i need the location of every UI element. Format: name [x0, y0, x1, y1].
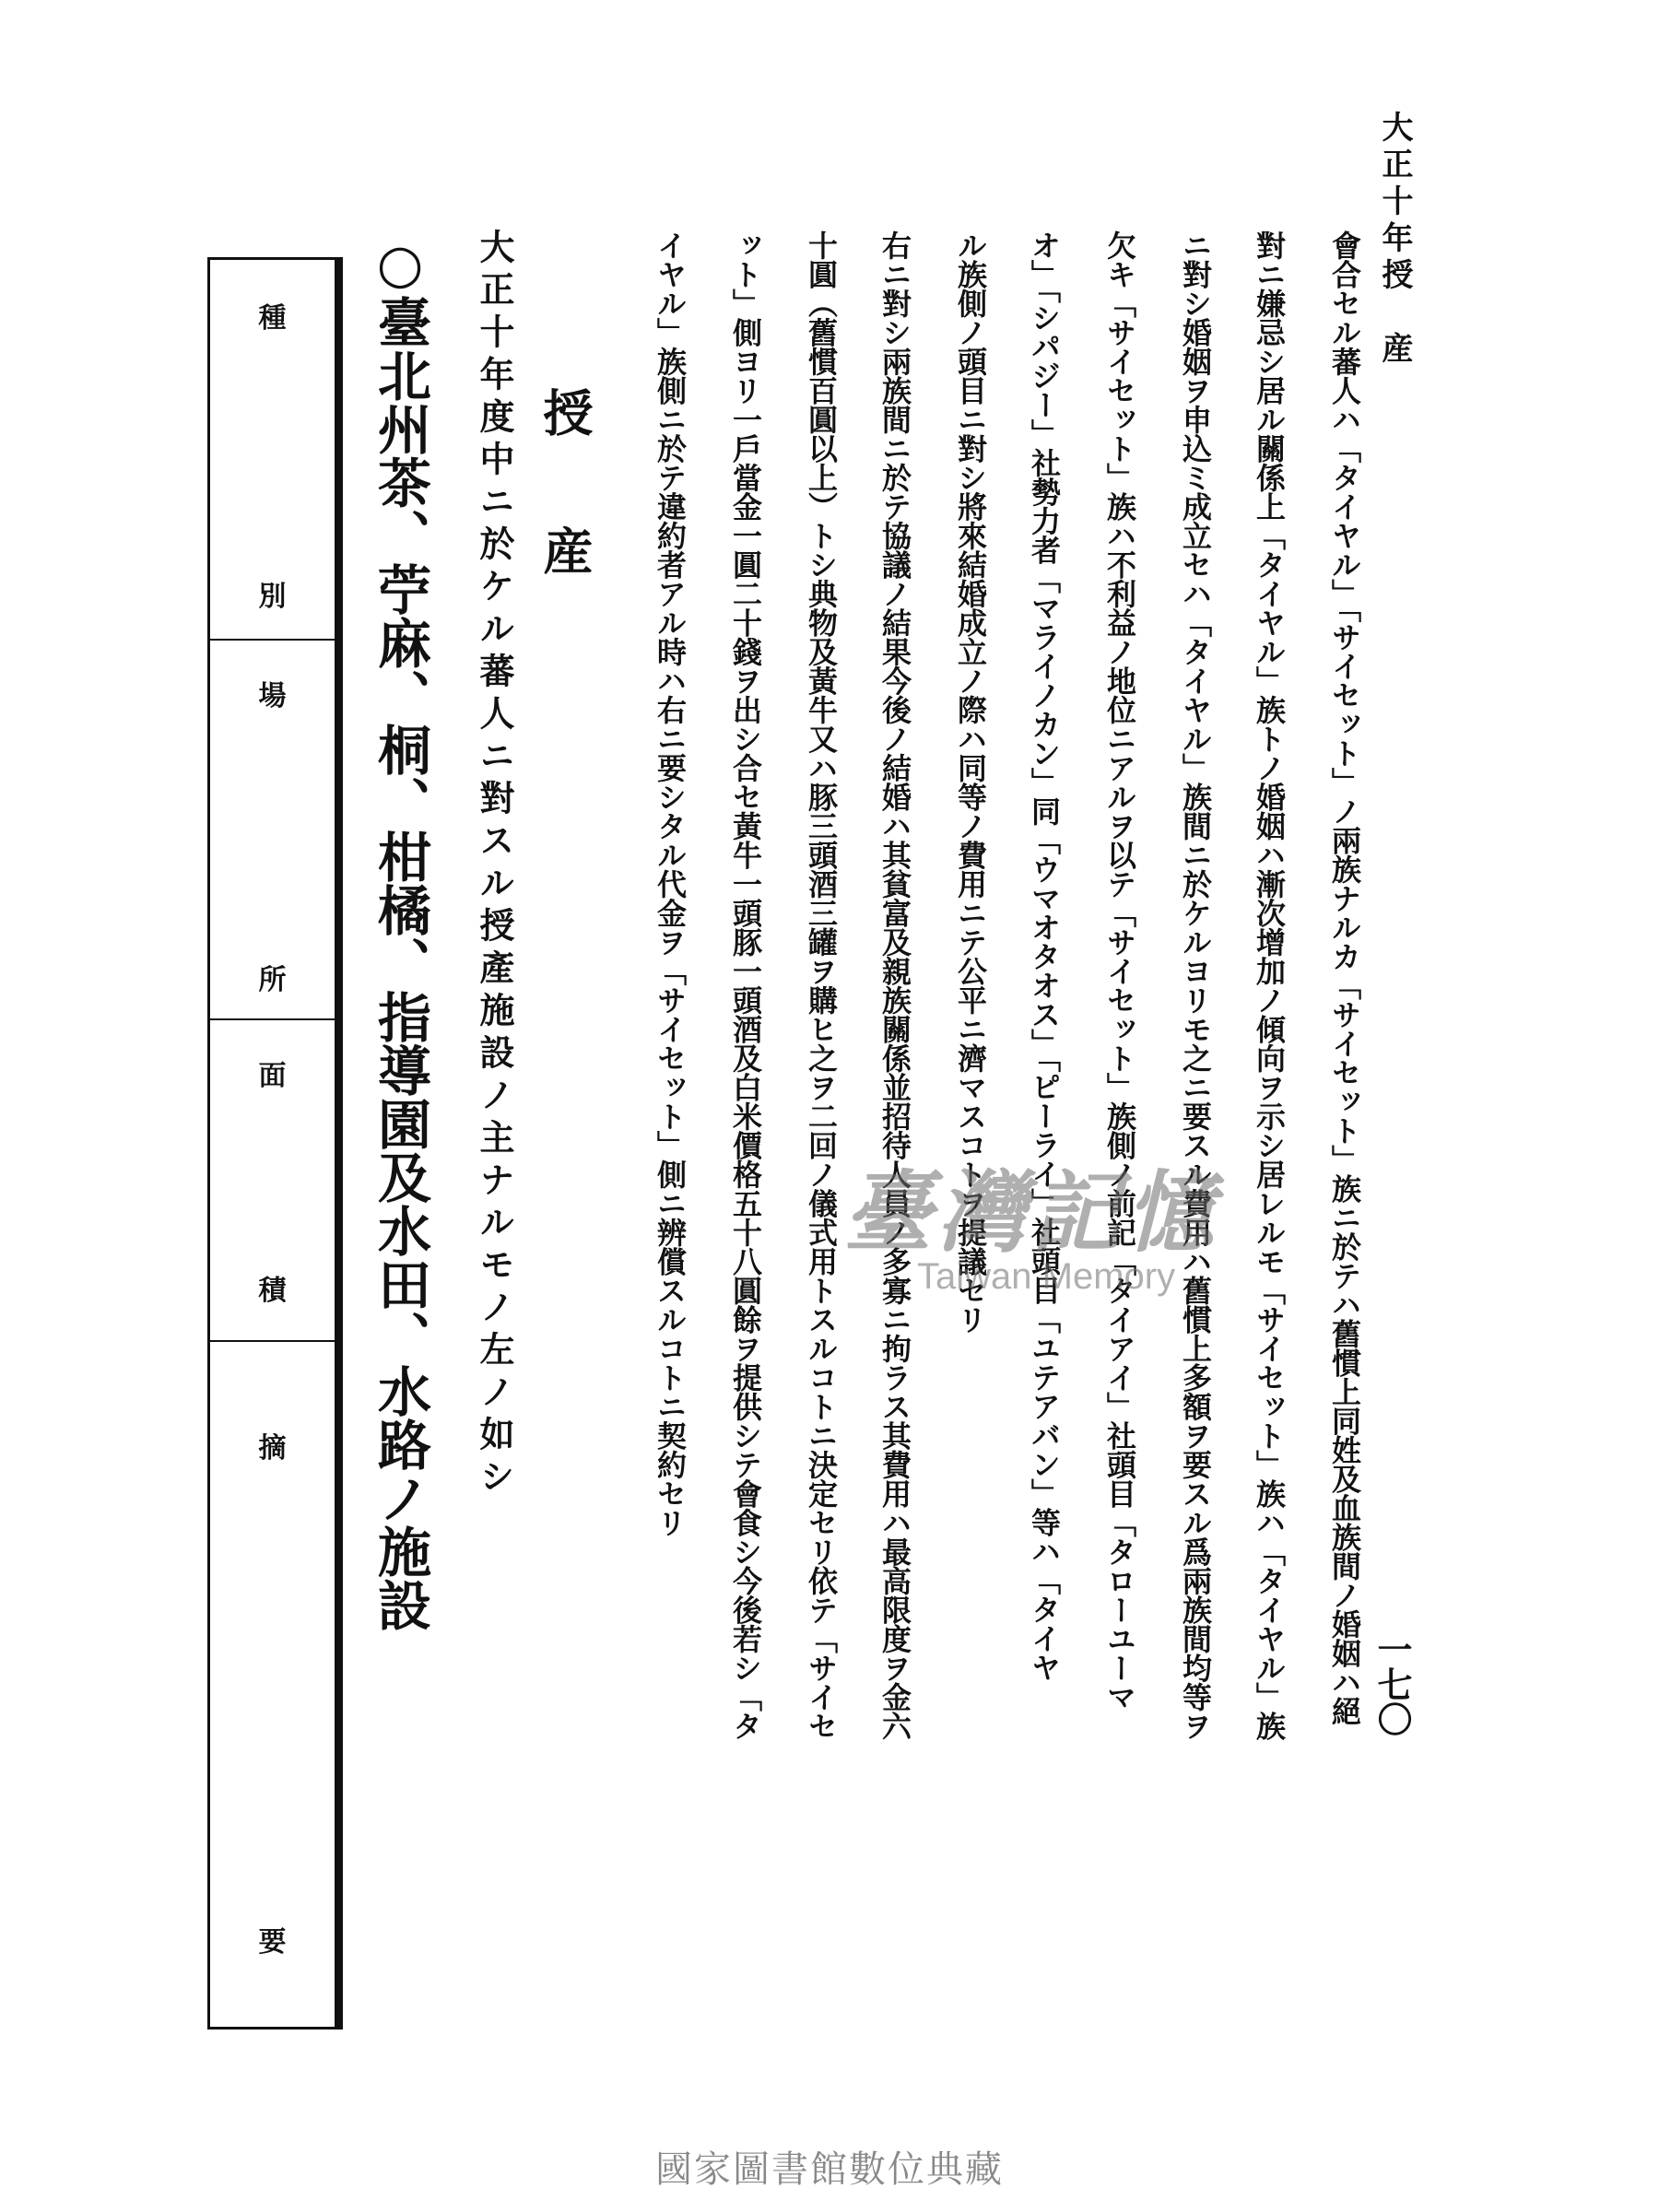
- table-divider: [210, 1018, 335, 1020]
- section-title: ○臺北州茶、苧麻、桐、柑橘、指導園及水田、水路ノ施設: [369, 232, 431, 1631]
- section-heading-char: 授: [535, 387, 594, 437]
- body-column: 對ニ嫌忌シ居ル關係上「タイヤル」族トノ婚姻ハ漸次增加ノ傾向ヲ示シ居レルモ「サイセット」族ハ「タイヤル」族: [1252, 230, 1287, 1740]
- section-heading-char: 産: [535, 525, 594, 575]
- body-column: ット」側ヨリ一戶當金一圓二十錢ヲ出シ合セ黃牛一頭豚一頭酒及白米價格五十八圓餘ヲ提供シテ會食シ今後若シ「タ: [728, 230, 763, 1740]
- table-header-kind-top: 種: [258, 302, 287, 335]
- body-column: ニ對シ婚姻ヲ申込ミ成立セハ「タイヤル」族間ニ於ケルヨリモ之ニ要スル費用ハ舊慣上多額ヲ要スル爲兩族間均等ヲ: [1178, 230, 1213, 1740]
- table-header-kind-bottom: 別: [258, 581, 287, 613]
- watermark: [843, 1143, 1219, 1298]
- table-header-place-bottom: 所: [258, 964, 287, 996]
- table-header-summary-top: 摘: [258, 1432, 287, 1465]
- body-column: 會合セル蕃人ハ「タイヤル」「サイセット」ノ兩族ナルカ「サイセット」族ニ於テハ舊慣上同姓及血族間ノ婚姻ハ絕: [1327, 230, 1362, 1725]
- body-column: オ」「シパジー」社勢力者「マライノカン」同「ウマオタオス」「ピーライ」社頭目「ユテアバン」等ハ「タイヤ: [1027, 230, 1062, 1682]
- table-divider: [210, 1340, 335, 1342]
- table-header-area-bottom: 積: [258, 1275, 287, 1307]
- body-column: 右ニ對シ兩族間ニ於テ協議ノ結果今後ノ結婚ハ其貧富及親族關係並招待人員ノ多寡ニ拘ラス其費用ハ最高限度ヲ金六: [877, 230, 912, 1740]
- table-divider: [210, 639, 335, 641]
- table-header-summary-bottom: 要: [258, 1926, 287, 1959]
- watermark-english: Taiwan Memory: [917, 1256, 1176, 1297]
- summary-table-header: [207, 257, 343, 2030]
- page-number: 一七〇: [1371, 1631, 1413, 1736]
- body-column: 十圓（舊慣百圓以上）トシ典物及黃牛又ハ豚三頭酒三罐ヲ購ヒ之ヲ二回ノ儀式用トスルコトニ決定セリ依テ「サイセ: [804, 230, 839, 1740]
- footer-credit: 國家圖書館數位典藏: [655, 2148, 1004, 2191]
- body-column: 欠キ「サイセット」族ハ不利益ノ地位ニアルヲ以テ「サイセット」族側ノ前記「タイアイ」社頭目「タローユーマ: [1102, 230, 1137, 1712]
- table-header-place-top: 場: [258, 680, 287, 712]
- body-column: イヤル」族側ニ於テ違約者アル時ハ右ニ要シタル代金ヲ「サイセット」側ニ辨償スルコトニ契約セリ: [653, 230, 688, 1537]
- section-intro: 大正十年度中ニ於ケル蕃人ニ對スル授產施設ノ主ナルモノ左ノ如シ: [474, 229, 515, 1500]
- watermark-chinese: 臺灣記憶: [843, 1160, 1219, 1265]
- running-title: 大正十年授 産: [1376, 111, 1413, 369]
- body-column: ル族側ノ頭目ニ對シ將來結婚成立ノ際ハ同等ノ費用ニテ公平ニ濟マスコトヲ提議セリ: [953, 230, 988, 1334]
- table-header-area-top: 面: [258, 1060, 287, 1092]
